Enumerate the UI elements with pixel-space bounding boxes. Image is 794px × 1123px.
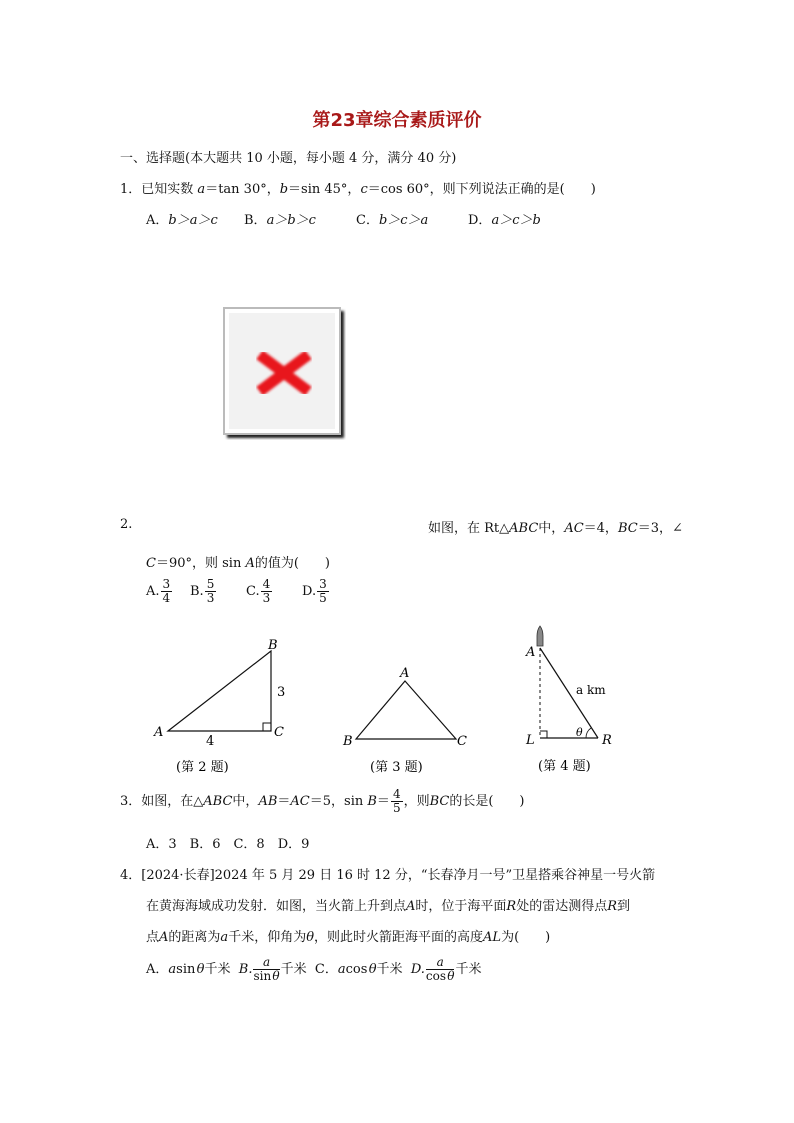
q4-option-b: B. $\frac{a}{\text{sin θ}}$ 千米 — [238, 955, 307, 983]
figure-2-right-triangle — [150, 636, 300, 776]
question-4-line1: 4．[2024·长春]2024 年 5 月 29 日 16 时 12 分，“长春净月一号”卫星搭乘谷神星一号火箭 — [120, 868, 656, 883]
fig2-label-c: C — [274, 725, 284, 740]
fig4-caption: (第 4 题) — [538, 759, 591, 774]
page-title: 第23章综合素质评价 — [312, 110, 482, 131]
q2-option-d: D. $\frac{3}{5}$ — [302, 577, 327, 605]
q1-var-b: b — [279, 182, 289, 197]
q2-option-a: A. $\frac{3}{4}$ — [146, 577, 171, 605]
q4-option-c: C．acos θ千米 — [314, 962, 403, 977]
fig2-caption: (第 2 题) — [176, 760, 229, 775]
question-2-line2: C＝90°，则 sin A的值为( ) — [146, 556, 331, 571]
fig2-label-b: B — [268, 638, 278, 653]
fig2-side-bc: 3 — [277, 685, 286, 700]
q4-options — [146, 956, 481, 983]
q1-option-a: A．b＞a＞c — [146, 213, 218, 228]
question-2-line1: 如图，在 Rt△ABC中，AC＝4，BC＝3，∠ — [428, 521, 683, 536]
q3-options: A．3 B．6 C．8 D．9 — [146, 837, 310, 852]
fig3-label-b: B — [343, 734, 353, 749]
q4-option-a: A．asin θ千米 — [146, 962, 231, 977]
fig4-label-a: A — [526, 645, 536, 660]
question-4-line2: 在黄海海域成功发射．如图，当火箭上升到点A时，位于海平面R处的雷达测得点R到 — [146, 899, 631, 914]
fig4-label-l: L — [526, 733, 535, 748]
q1-var-c: c — [360, 182, 368, 197]
q2-option-b: B. $\frac{5}{3}$ — [190, 577, 215, 605]
q1-option-d: D．a＞c＞b — [468, 213, 541, 228]
rocket-icon — [537, 626, 543, 646]
fig2-label-a: A — [154, 725, 164, 740]
q1-option-b: B．a＞b＞c — [244, 213, 316, 228]
q1-option-c: C．b＞c＞a — [356, 213, 429, 228]
figure-3-triangle — [340, 662, 470, 776]
fig4-label-r: R — [602, 733, 612, 748]
fig2-side-ac: 4 — [206, 734, 215, 749]
fig3-caption: (第 3 题) — [370, 760, 423, 775]
question-3: 3．如图，在△ABC中，AB＝AC＝5，sin B＝ $\frac{4}{5}$ ，则BC的长是( ) — [120, 787, 525, 815]
fig3-label-c: C — [457, 734, 467, 749]
q4-option-d: D. $\frac{a}{\text{cos θ}}$ 千米 — [410, 955, 482, 983]
question-4-line3: 点A的距离为a千米，仰角为θ，则此时火箭距海平面的高度AL为( ) — [146, 930, 551, 945]
figure-4-rocket-diagram — [518, 620, 618, 776]
q2-option-c: C. $\frac{4}{3}$ — [246, 577, 271, 605]
fig4-side-label: a km — [576, 683, 606, 697]
q1-text: ＝tan 30°， — [205, 182, 280, 197]
broken-image-icon — [222, 306, 346, 440]
section-heading: 一、选择题(本大题共 10 小题，每小题 4 分，满分 40 分) — [120, 151, 457, 166]
q1-var-a: a — [197, 182, 206, 197]
fig4-angle-label: θ — [576, 726, 583, 739]
q1-number: 1． — [120, 182, 142, 197]
question-1 — [120, 178, 596, 197]
q2-number: 2. — [120, 517, 133, 532]
q1-text: 已知实数 — [141, 182, 198, 197]
q1-text: ＝sin 45°， — [288, 182, 361, 197]
q1-text: ＝cos 60°，则下列说法正确的是( ) — [367, 182, 596, 197]
fig3-label-a: A — [400, 666, 410, 681]
